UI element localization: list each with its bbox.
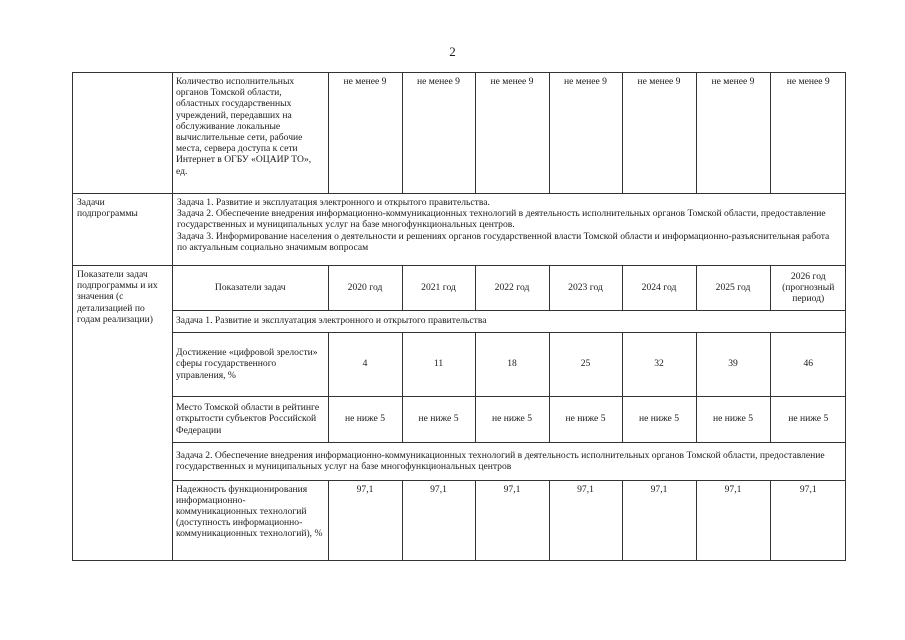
value-cell: не ниже 5 [770,396,846,442]
value-cell: 97,1 [402,480,475,560]
value-cell: 32 [622,332,696,396]
indicator-digital-maturity: Достижение «цифровой зрелости» сферы государственного управления, % [173,332,328,396]
task2-title-row [173,442,846,480]
header-year-2025: 2025 год [696,266,770,310]
task1-title-row [173,310,846,332]
value-cell: не ниже 5 [402,396,475,442]
value-cell: 11 [402,332,475,396]
header-indicator: Показатели задач [173,266,328,310]
table-row [173,396,846,442]
indicator-value-2024: не менее 9 [622,73,696,193]
header-year-2020: 2020 год [328,266,402,310]
tasks-row [73,194,846,266]
indicator-continuation-table [173,73,846,193]
value-cell: не ниже 5 [696,396,770,442]
header-year-2021: 2021 год [402,266,475,310]
header-year-2023: 2023 год [549,266,622,310]
table-row [173,332,846,396]
indicators-label: Показатели задач подпрограммы и их значения (с детализацией по годам реализации) [73,266,173,561]
value-cell: 97,1 [475,480,549,560]
passport-table [72,72,846,561]
task1-title: Задача 1. Развитие и эксплуатация электронного и открытого правительства [173,310,846,332]
tasks-label: Задачи подпрограммы [73,194,173,266]
empty-label-cell [73,73,173,194]
value-cell: 97,1 [696,480,770,560]
value-cell: не ниже 5 [549,396,622,442]
task2-title: Задача 2. Обеспечение внедрения информационно-коммуникационных технологий в деятельность исполнительных органов Томской области, предоставление государственных и муниципальных услуг на базе многофункциональных центров [173,442,846,480]
indicator-continuation-row [73,73,846,194]
task-item-2: Задача 2. Обеспечение внедрения информационно-коммуникационных технологий в деятельность исполнительных органов Томской области, предоставление государственных и муниципальных услуг на базе многофункциональных центров. [177,208,826,231]
value-cell: 97,1 [770,480,846,560]
header-year-2022: 2022 год [475,266,549,310]
indicators-row [73,266,846,561]
indicator-name: Количество исполнительных органов Томской области, областных государственных учреждений, передавших на обслуживание локальные вычислительные сети, рабочие места, сервера доступа к сети Интернет в ОГБУ «ОЦАИР ТО», ед. [173,73,328,193]
indicators-table [173,266,846,560]
page-number: 2 [449,44,456,59]
tasks-list [173,194,846,266]
value-cell: не ниже 5 [622,396,696,442]
indicator-value-2026: не менее 9 [770,73,846,193]
indicator-value-2023: не менее 9 [549,73,622,193]
value-cell: 25 [549,332,622,396]
task-item-1: Задача 1. Развитие и эксплуатация электронного и открытого правительства. [177,197,490,208]
value-cell: 97,1 [328,480,402,560]
indicator-value-2020: не менее 9 [328,73,402,193]
task-item-3: Задача 3. Информирование населения о деятельности и решениях органов государственной власти Томской области и информационно-разъяснительная работа по актуальным социально значимым вопросам [177,230,830,253]
indicator-ict-reliability: Надежность функционирования информационно-коммуникационных технологий (доступность информационно-коммуникационных технологий), % [173,480,328,560]
value-cell: не ниже 5 [328,396,402,442]
value-cell: 4 [328,332,402,396]
value-cell: 97,1 [549,480,622,560]
header-year-2024: 2024 год [622,266,696,310]
indicator-value-2025: не менее 9 [696,73,770,193]
indicator-value-2021: не менее 9 [402,73,475,193]
value-cell: 18 [475,332,549,396]
indicator-value-2022: не менее 9 [475,73,549,193]
value-cell: 39 [696,332,770,396]
value-cell: 97,1 [622,480,696,560]
header-year-2026: 2026 год (прогнозный период) [770,266,846,310]
indicator-openness-rating: Место Томской области в рейтинге открытости субъектов Российской Федерации [173,396,328,442]
indicators-header-row [173,266,846,310]
value-cell: 46 [770,332,846,396]
table-row [173,480,846,560]
value-cell: не ниже 5 [475,396,549,442]
